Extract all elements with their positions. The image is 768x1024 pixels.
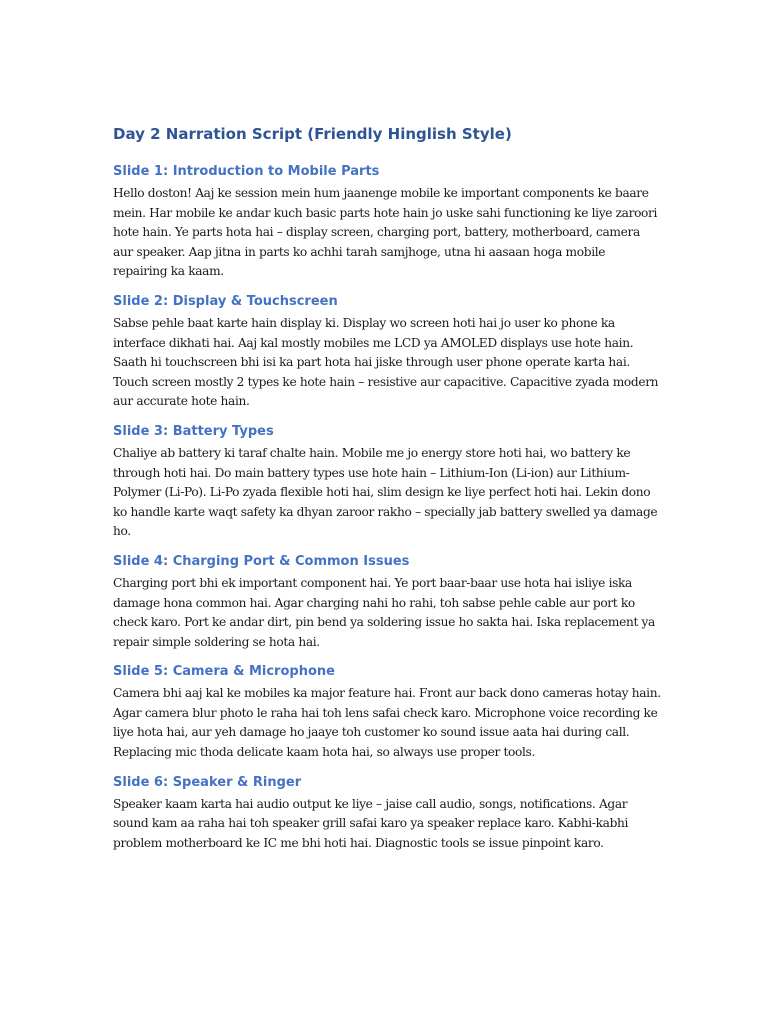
slide-section-3 [113,423,661,542]
slide-body: Hello doston! Aaj ke session mein hum jaanenge mobile ke important components ke baare mein. Har mobile ke andar kuch basic parts hote hain jo uske sahi functioning ke liye zaroori hote hain. Ye parts hota hai – display screen, charging port, battery, motherboard, camera aur speaker. Aap jitna in parts ko achhi tarah samjhoge, utna hi aasaan hoga mobile repairing ka kaam. [113,186,658,279]
slide-body: Charging port bhi ek important component hai. Ye port baar-baar use hota hai isliye iska damage hona common hai. Agar charging nahi ho rahi, toh sabse pehle cable aur port ko check karo. Port ke andar dirt, pin bend ya soldering issue ho sakta hai. Iska replacement ya repair simple soldering se hota hai. [113,575,655,649]
slide-body: Speaker kaam karta hai audio output ke liye – jaise call audio, songs, notifications. Agar sound kam aa raha hai toh speaker grill safai karo ya speaker replace karo. Kabhi-kabhi problem motherboard ke IC me bhi hoti hai. Diagnostic tools se issue pinpoint karo. [113,796,629,850]
slide-section-2 [113,293,661,412]
slide-heading: Slide 6: Speaker & Ringer [113,774,302,790]
slide-heading: Slide 1: Introduction to Mobile Parts [113,164,380,179]
slide-section-1 [113,163,661,282]
slide-heading: Slide 2: Display & Touchscreen [113,293,338,309]
slide-body: Sabse pehle baat karte hain display ki. Display wo screen hoti hai jo user ko phone ka interface dikhati hai. Aaj kal mostly mobiles me LCD ya AMOLED displays use hote hain. Saath hi touchscreen bhi isi ka part hota hai jiske through user phone operate karta hai. Touch screen mostly 2 types ke hote hain – resistive aur capacitive. Capacitive zyada modern aur accurate hote hain. [113,315,659,409]
slide-body: Camera bhi aaj kal ke mobiles ka major feature hai. Front aur back dono cameras hotay hain. Agar camera blur photo le raha hai toh lens safai check karo. Microphone voice recording ke liye hota hai, aur yeh damage ho jaaye toh customer ko sound issue aata hai during call. Replacing mic thoda delicate kaam hota hai, so always use proper tools. [113,686,661,760]
slide-section-4 [113,553,661,652]
document-title: Day 2 Narration Script (Friendly Hinglish Style) [113,125,512,143]
slide-section-6 [113,774,661,854]
slide-heading: Slide 3: Battery Types [113,423,274,439]
slide-heading: Slide 4: Charging Port & Common Issues [113,553,410,569]
document-content [113,124,661,864]
slide-section-5 [113,663,661,762]
slide-heading: Slide 5: Camera & Microphone [113,664,335,680]
slide-body: Chaliye ab battery ki taraf chalte hain. Mobile me jo energy store hoti hai, wo battery ke through hoti hai. Do main battery types use hote hain – Lithium-Ion (Li-ion) aur Lithium-Polymer (Li-Po). Li-Po zyada flexible hoti hai, slim design ke liye perfect hoti hai. Lekin dono ko handle karte waqt safety ka dhyan zaroor rakho – specially jab battery swelled ya damage ho. [113,445,658,539]
